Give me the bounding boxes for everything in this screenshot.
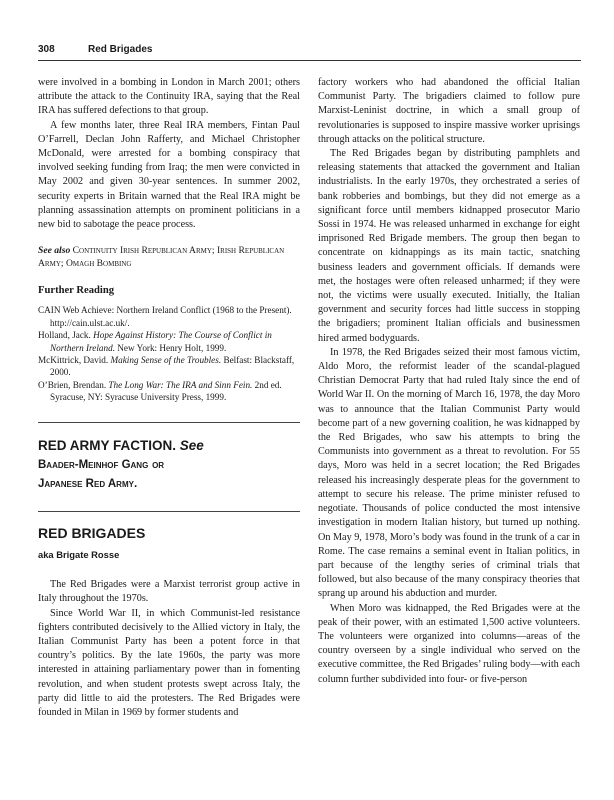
reference-text: CAIN Web Achieve: Northern Ireland Conflict (1968 to the Present). http://cain.ulst.ac.uk/. [38,305,292,328]
paragraph: Since World War II, in which Communist-led resistance fighters contributed decisively to the Allied victory in Italy, the Italian Communist Party has been a potent force in that country’s politics. By the late 1960s, the party was more interested in attaining parliamentary power than in fomenting revolution, and when student protests swept across Italy, the party did little to aid the protesters. The Red Brigades were founded in Milan in 1969 by former students and [38,607,300,718]
paragraph: The Red Brigades began by distributing pamphlets and releasing statements that attacked the government and Italian industrialists. In the early 1970s, they orchestrated a series of bank robberies and bombings, but they did not emerge as a significant force until members kidnapped prosecutor Mario Sossi in 1974. He was released unharmed in exchange for eight imprisoned Red Brigade members. The group then began to concentrate on kidnappings as its main tactic, snatching business leaders and government officials. If demands were met, the hostages were often released unharmed; if they were not, the victims were usually executed. Initially, the Italian government and security forces had little success in stopping the brigadiers; prominent Italian officials and businessmen hired armed bodyguards. [318,148,580,344]
left-column [38,76,300,720]
cross-reference-see: See [179,437,204,453]
header-rule [38,60,581,61]
further-reading-heading: Further Reading [38,285,115,297]
reference [38,354,300,379]
reference-author: O’Brien, Brendan. [38,379,107,390]
paragraph: In 1978, the Red Brigades seized their most famous victim, Aldo Moro, the reformist leader of the scandal-plagued Christian Democrat Party that had ruled Italy since the end of World War II. On the morning of March 16, 1978, the day Moro was to announce that the Italian Communist Party would become part of a new governing coalition, he was kidnapped by the Red Brigades, who saw his attempts to bring the Communists into government as a threat to revolution. For 55 days, Moro was held in a secret location; the Red Brigades released his increasingly desperate pleas for the government to attempt to secure his release. The prime minister refused to negotiate. Thousands of police conducted the most intensive investigation in modern Italian history, but turned up nothing. On May 9, 1978, Moro’s body was found in the trunk of a car in Rome. The case remains a seminal event in Italian politics, in part because of the lengthy series of criminal trials that followed, but also because of the many conspiracy theories that sprang up around his abduction and murder. [318,346,581,600]
entry-title: RED BRIGADES [38,524,146,541]
reference-title: The Long War: The IRA and Sinn Fein. [108,379,253,390]
cross-reference-title: RED ARMY FACTION. [38,437,177,453]
reference [38,379,300,404]
paragraph: The Red Brigades were a Marxist terrorist group active in Italy throughout the 1970s. [38,579,300,605]
entry-aka: aka Brigate Rosse [38,548,120,560]
paragraph: When Moro was kidnapped, the Red Brigades were at the peak of their power, with an estimated 1,500 active volunteers. The volunteers were organized into columns—areas of the country overseen by a single individual who served on the executive committee, the Red Brigades’ ruling body—with each column further subdivided into four- or five-person [318,602,580,685]
reference-author: McKittrick, David. [38,355,109,366]
running-header [38,44,581,58]
see-also-entries: Continuity Irish Republican Army; Irish Republican Army; Omagh Bombing [38,245,285,270]
reference [38,304,300,329]
paragraph: were involved in a bombing in London in March 2001; others attribute the attack to the Continuity IRA, saying that the Real IRA has suffered defections to that group. [38,77,300,117]
running-title: Red Brigades [88,44,153,55]
paragraph: A few months later, three Real IRA members, Fintan Paul O’Farrell, Declan John Rafferty, and Michael Christopher McDonald, were arrested for a bombing conspiracy that involved seeking funding from Iraq; the men were convicted in May 2002 and given 30-year sentences. In summer 2002, security experts in Britain warned that the Real IRA might be planning assassination attempts on prominent politicians in a new bid to sabotage the peace process. [38,119,300,231]
reference-publisher: 2nd ed. Syracuse, NY: Syracuse University Press, 1999. [50,379,282,403]
cross-reference-entry [38,437,300,493]
cross-reference-or: or [152,458,165,471]
paragraph: factory workers who had abandoned the official Italian Communist Party. The brigadiers claimed to follow pure Marxist-Leninist doctrine, in which a small group of revolutionaries is supposed to inspire massive worker uprisings through attacks on the political structure. [318,77,580,145]
section-divider [38,511,300,512]
cross-reference-target: Baader-Meinhof Gang [38,458,149,471]
cross-reference-target: Japanese Red Army. [38,477,138,490]
reference [38,329,300,354]
reference-publisher: Belfast: Blackstaff, 2000. [50,355,295,378]
section-divider [38,422,300,423]
right-column [318,76,580,687]
reference-title: Hope Against History: The Course of Conflict in Northern Ireland. [50,330,272,353]
page-number: 308 [38,44,55,55]
reference-author: Holland, Jack. [38,330,91,341]
see-also-label: See also [38,245,71,257]
reference-title: Making Sense of the Troubles. [110,355,222,366]
reference-publisher: New York: Henry Holt, 1999. [117,342,227,353]
see-also [38,244,300,270]
